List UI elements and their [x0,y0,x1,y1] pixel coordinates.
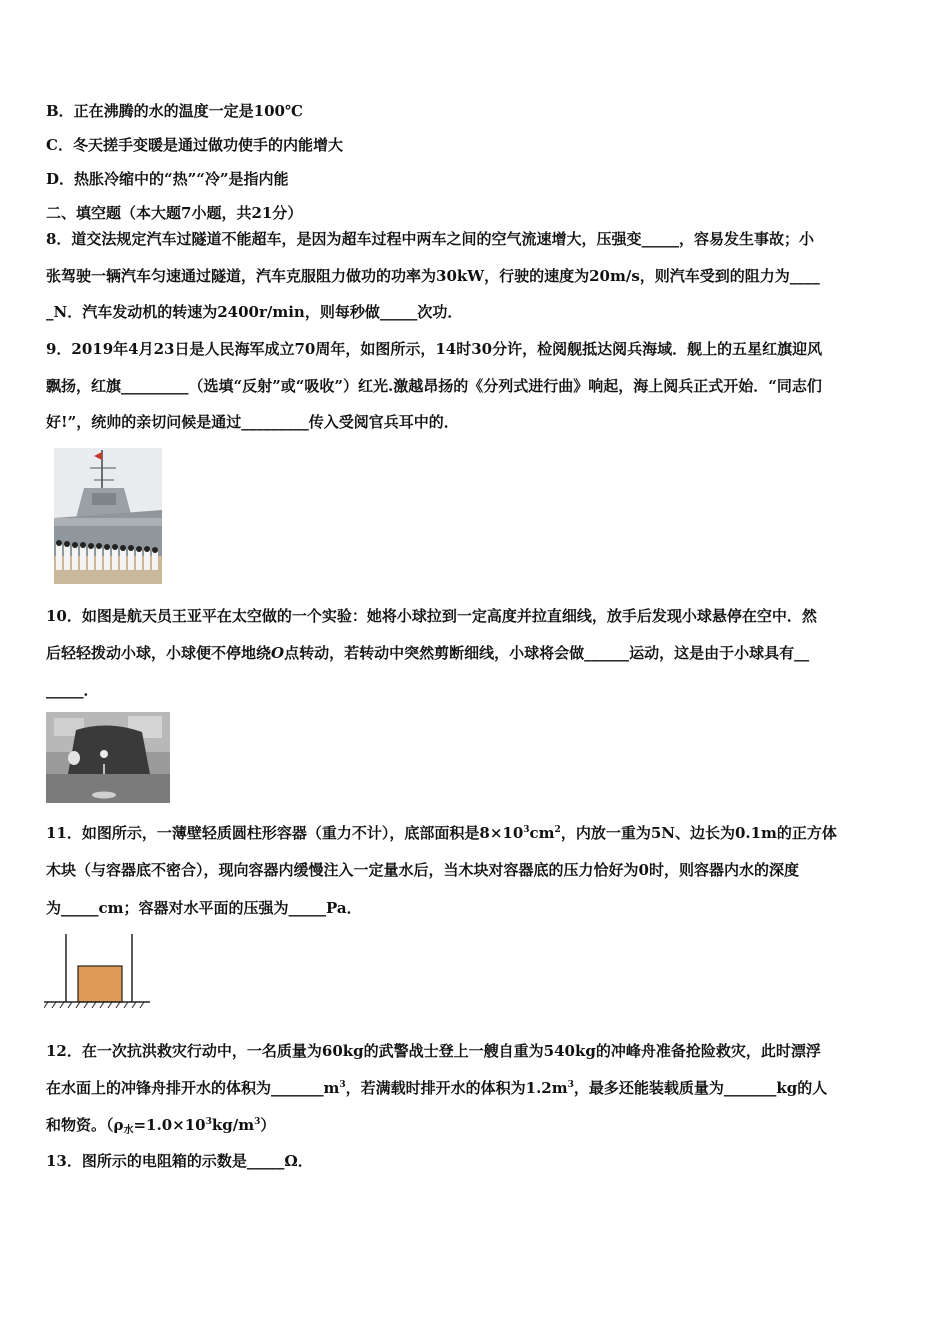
q11-exponent: 3 [523,825,530,835]
q13-line1: 13．图所示的电阻箱的示数是_____Ω． [46,1152,313,1170]
q11-unit-exponent: 2 [554,825,561,835]
q9-line2: 飘扬，红旗_________（选填“反射”或“吸收”）红光.激越昂扬的《分列式进行曲》响起，海上阅兵正式开始．“同志们 [46,377,822,395]
q10-line2 [46,643,809,663]
q10-line1: 10．如图是航天员王亚平在太空做的一个实验：她将小球拉到一定高度并拉直细线，放手后发现小球悬停在空中．然 [46,607,817,625]
q11-line1-part2: ，内放一重为5N、边长为0.1m的正方体 [560,824,837,842]
q12-line3 [46,1115,275,1135]
q9-line3: 好!”，统帅的亲切问候是通过_________传入受阅官兵耳中的． [46,413,459,431]
q10-line2-part2: 点转动，若转动中突然剪断细线，小球将会做______运动，这是由于小球具有__ [284,644,810,662]
q8-line2: 张驾驶一辆汽车匀速通过隧道，汽车克服阻力做功的功率为30kW，行驶的速度为20m/s，则汽车受到的阻力为____ [46,267,820,285]
q12-unit-exponent: 3 [254,1117,261,1127]
q11-unit: cm [529,824,555,842]
q11-line3: 为_____cm；容器对水平面的压强为_____Pa． [46,899,362,917]
q12-line3-part4: ） [260,1116,276,1134]
option-b: B．正在沸腾的水的温度一定是100℃ [46,102,303,120]
q11-line1 [46,823,837,843]
q12-line2-part2: ，若满载时排开水的体积为1.2m [345,1079,568,1097]
point-o-label: O [271,644,285,662]
q12-line1: 12．在一次抗洪救灾行动中，一名质量为60kg的武警战士登上一艘自重为540kg的冲峰舟准备抢险救灾，此时漂浮 [46,1042,821,1060]
q12-exponent-1: 3 [339,1080,346,1090]
q12-rho-subscript: 水 [123,1125,134,1136]
container-block-diagram [44,932,150,1012]
warship-photo [54,448,162,584]
q12-density-exponent: 3 [205,1117,212,1127]
q12-line3-part1: 和物资。（ρ [46,1116,124,1134]
q12-exponent-2: 3 [567,1080,574,1090]
q12-line3-part3: kg/m [211,1116,255,1134]
q10-line3: _____． [46,681,99,699]
q11-line2: 木块（与容器底不密合），现向容器内缓慢注入一定量水后，当木块对容器底的压力恰好为0时，则容器内水的深度 [46,861,799,879]
q11-line1-part1: 11．如图所示，一薄壁轻质圆柱形容器（重力不计），底部面积是8×10 [46,824,524,842]
option-d: D．热胀冷缩中的“热”“冷”是指内能 [46,170,289,188]
q8-line1: 8．道交法规定汽车过隧道不能超车，是因为超车过程中两车之间的空气流速增大，压强变_____，容易发生事故；小 [46,230,814,248]
section-heading: 二、填空题（本大题7小题，共21分） [46,204,303,222]
q8-line3: _N．汽车发动机的转速为2400r/min，则每秒做_____次功． [46,303,463,321]
q10-line2-part1: 后轻轻拨动小球，小球便不停地绕 [46,644,272,662]
q12-line3-part2: =1.0×10 [133,1116,206,1134]
q12-line2-part1: 在水面上的冲锋舟排开水的体积为_______m [46,1079,340,1097]
q12-line2 [46,1078,827,1098]
q9-line1: 9．2019年4月23日是人民海军成立70周年，如图所示，14时30分许，检阅舰抵达阅兵海域．舰上的五星红旗迎风 [46,340,823,358]
q12-line2-part3: ，最多还能装载质量为_______kg的人 [573,1079,828,1097]
option-c: C．冬天搓手变暖是通过做功使手的内能增大 [46,136,343,154]
astronaut-experiment-photo [46,712,170,803]
